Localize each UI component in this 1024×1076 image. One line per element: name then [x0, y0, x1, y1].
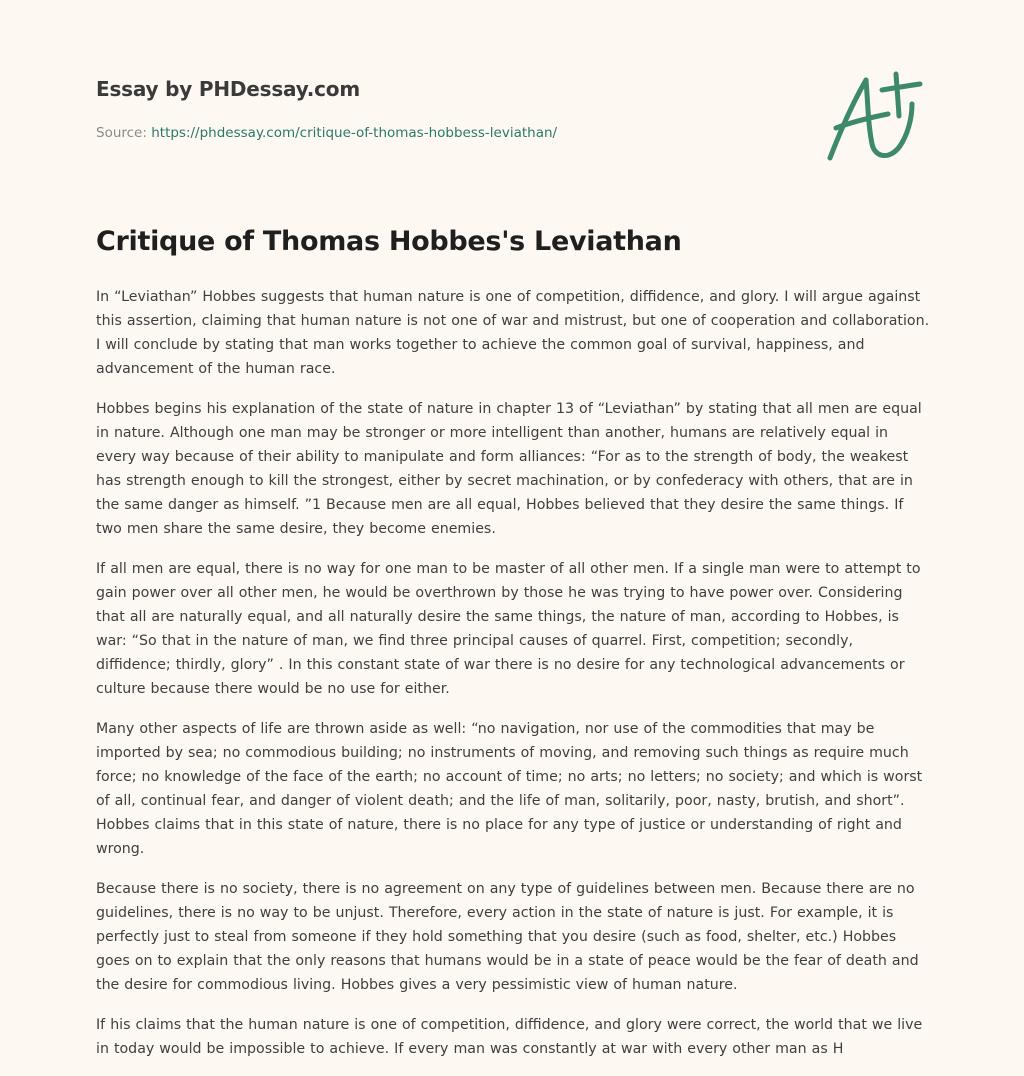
essay-paragraph: Many other aspects of life are thrown aside as well: “no navigation, nor use of the commodities that may be imported by sea; no commodious building; no instruments of moving, and removing such things as require much force; no knowledge of the face of the earth; no account of time; no arts; no letters; no society; and which is worst of all, continual fear, and danger of violent death; and the life of man, solitarily, poor, nasty, brutish, and short”. Hobbes claims that in this state of nature, there is no place for any type of justice or understanding of right and wrong. [96, 721, 923, 857]
essay-paragraph: Hobbes begins his explanation of the state of nature in chapter 13 of “Leviathan” by stating that all men are equal in nature. Although one man may be stronger or more intelligent than another, humans are relatively equal in every way because of their ability to manipulate and form alliances: “For as to the strength of body, the weakest has strength enough to kill the strongest, either by secret machination, or by confederacy with others, that are in the same danger as himself. ”1 Because men are all equal, Hobbes believed that they desire the same things. If two men share the same desire, they become enemies. [96, 401, 922, 537]
source-link[interactable]: https://phdessay.com/critique-of-thomas-hobbess-leviathan/ [151, 125, 558, 141]
essay-body [96, 285, 930, 1076]
essay-paragraph: In “Leviathan” Hobbes suggests that human nature is one of competition, diffidence, and glory. I will argue against this assertion, claiming that human nature is not one of war and mistrust, but one of cooperation and collaboration. I will conclude by stating that man works together to achieve the common goal of survival, happiness, and advancement of the human race. [96, 289, 930, 377]
source-line [96, 125, 557, 141]
essay-paragraph: If his claims that the human nature is one of competition, diffidence, and glory were correct, the world that we live in today would be impossible to achieve. If every man was constantly at war with every other man as H [96, 1017, 923, 1057]
essay-paragraph: Because there is no society, there is no agreement on any type of guidelines between men. Because there are no guidelines, there is no way to be unjust. Therefore, every action in the state of nature is just. For example, it is perfectly just to steal from someone if they hold something that you desire (such as food, shelter, etc.) Hobbes goes on to explain that the only reasons that humans would be in a state of peace would be the fear of death and the desire for commodious living. Hobbes gives a very pessimistic view of human nature. [96, 881, 919, 993]
essay-title: Critique of Thomas Hobbes's Leviathan [96, 226, 682, 257]
source-label: Source: [96, 125, 147, 141]
site-title: Essay by PHDessay.com [96, 77, 360, 101]
essay-paragraph: If all men are equal, there is no way for one man to be master of all other men. If a single man were to attempt to gain power over all other men, he would be overthrown by those he was trying to have power over. Considering that all are naturally equal, and all naturally desire the same things, the nature of man, according to Hobbes, is war: “So that in the nature of man, we find three principal causes of quarrel. First, competition; secondly, diffidence; thirdly, glory” . In this constant state of war there is no desire for any technological advancements or culture because there would be no use for either. [96, 561, 921, 697]
a-plus-logo-icon [822, 66, 926, 166]
